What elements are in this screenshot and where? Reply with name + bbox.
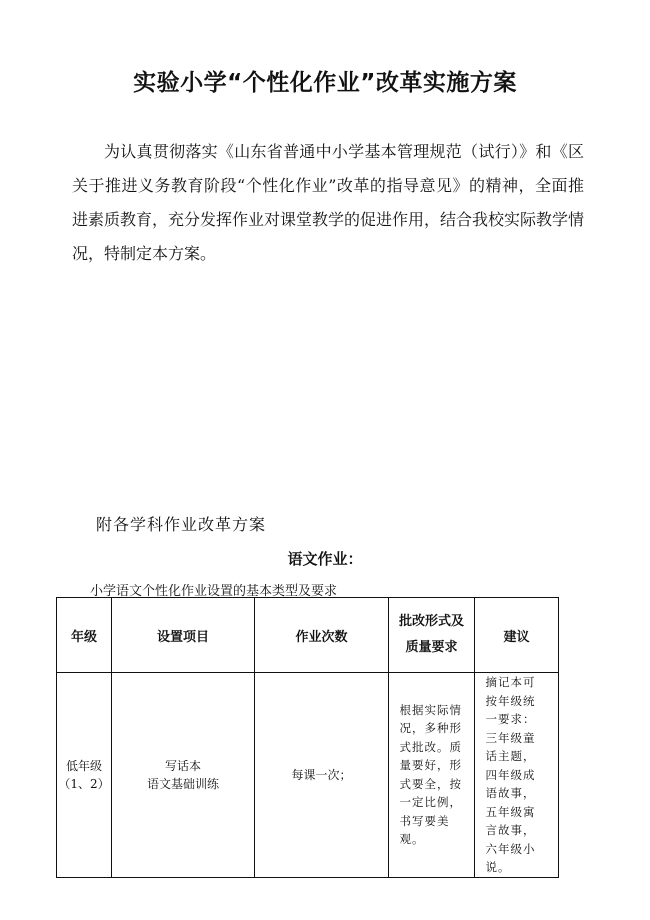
header-method-line2: 质量要求 <box>405 640 458 655</box>
header-method <box>389 598 475 673</box>
cell-frequency: 每课一次； <box>255 673 389 878</box>
header-method-line1: 批改形式及 <box>398 614 464 629</box>
header-grade: 年级 <box>57 598 112 673</box>
section-title: 语文作业： <box>287 550 363 568</box>
cell-items <box>112 673 255 878</box>
table-row <box>57 673 559 878</box>
table-header-row <box>57 598 559 673</box>
homework-table <box>56 597 559 878</box>
cell-method <box>389 673 475 878</box>
item-line1: 写话本 <box>164 758 201 773</box>
advice-text: 摘记本可按年级统一要求：三年级童话主题，四年级成语故事，五年级寓言故事，六年级小说。 <box>485 675 536 874</box>
header-advice: 建议 <box>475 598 559 673</box>
document-title: 实验小学“个性化作业”改革实施方案 <box>133 70 517 96</box>
table-caption: 小学语文个性化作业设置的基本类型及要求 <box>90 584 338 599</box>
intro-paragraph: 为认真贯彻落实《山东省普通中小学基本管理规范（试行）》和《区关于推进义务教育阶段“个性化作业”改革的指导意见》的精神，全面推进素质教育，充分发挥作业对课堂教学的促进作用，结合我校实际教学情况，特制定本方案。 <box>72 142 585 263</box>
appendix-heading: 附各学科作业改革方案 <box>96 515 267 534</box>
cell-grade <box>57 673 112 878</box>
header-frequency: 作业次数 <box>255 598 389 673</box>
grade-line1: 低年级 <box>65 758 102 773</box>
item-line2: 语文基础训练 <box>146 776 219 791</box>
grade-line2: （1、2） <box>58 776 110 791</box>
cell-advice <box>475 673 559 878</box>
method-text: 根据实际情况，多种形式批改。质量要好，形式要全，按一定比例，书写要美观。 <box>399 702 462 847</box>
header-items: 设置项目 <box>112 598 255 673</box>
